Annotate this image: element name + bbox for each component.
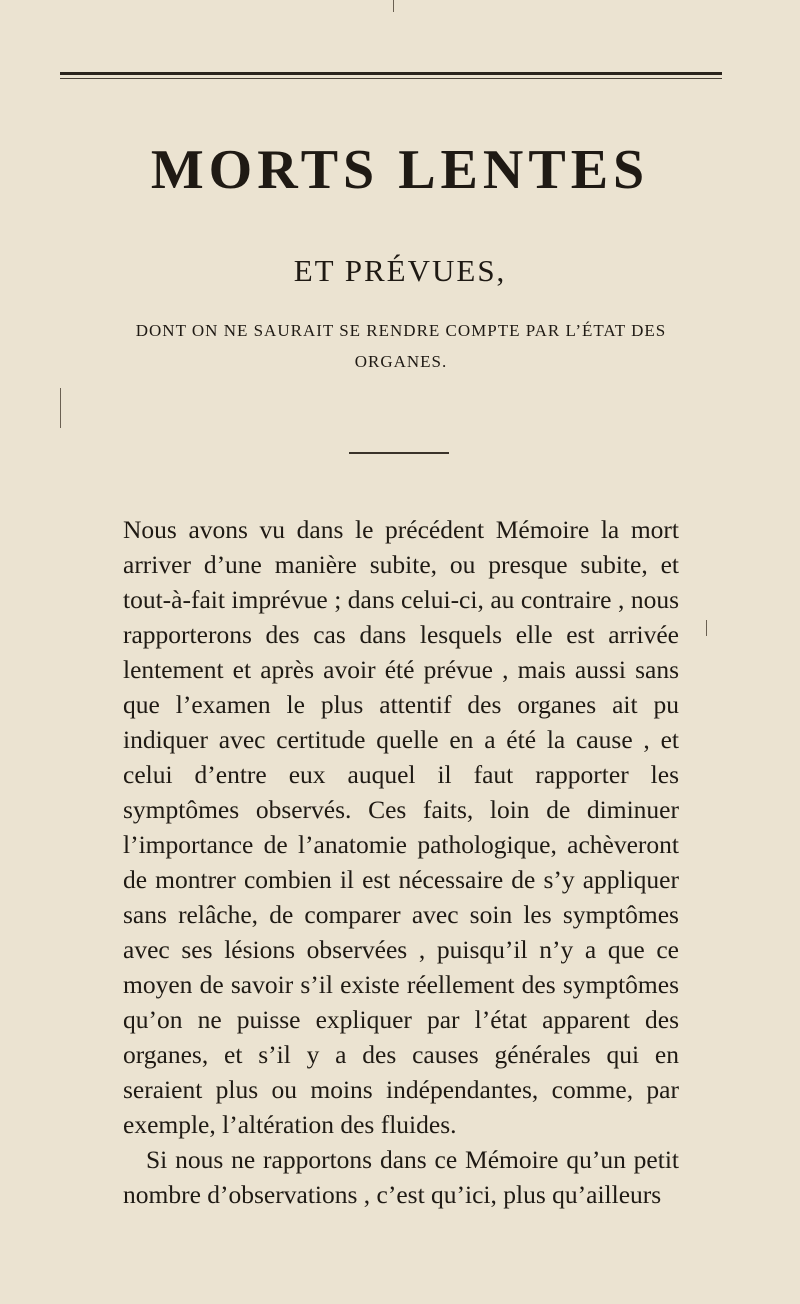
paragraph-1: Nous avons vu dans le précédent Mémoire la mort arriver d’une manière subite, ou presque subite, et tout-à-fait imprévue ; dans celui-ci, au contraire , nous rapporterons des cas dans lesquels elle est arrivée lentement et après avoir été prévue , mais aussi sans que l’examen le plus attentif des organes ait pu indiquer avec certitude quelle en a été la cause , et celui d’entre eux auquel il faut rapporter les symptômes observés. Ces faits, loin de diminuer l’importance de l’anatomie pathologique, achèveront de montrer combien il est nécessaire de s’y appliquer sans relâche, de comparer avec soin les symptômes avec ses lésions observées , puisqu’il n’y a que ce moyen de savoir s’il existe réellement des symptômes qu’on ne puisse expliquer par l’état apparent des organes, et s’il y a des causes générales qui en seraient plus ou moins indépendantes, comme, par exemple, l’altération des fluides.: [123, 515, 679, 1139]
scan-mark: [393, 0, 394, 12]
scan-mark: [706, 620, 707, 636]
chapter-subtitle: ET PRÉVUES,: [293, 253, 507, 288]
body-text: [123, 512, 679, 1212]
paragraph-2: Si nous ne rapportons dans ce Mémoire qu’un petit nombre d’observations , c’est qu’ici, plus qu’ailleurs: [123, 1145, 679, 1209]
chapter-title: MORTS LENTES: [150, 139, 650, 201]
chapter-caption: DONT ON NE SAURAIT SE RENDRE COMPTE PAR L’ÉTAT DES ORGANES.: [135, 321, 667, 371]
header-rule-thin: [60, 78, 722, 79]
scan-mark: [60, 388, 61, 428]
section-divider: [349, 452, 449, 454]
header-rule: [60, 72, 722, 75]
